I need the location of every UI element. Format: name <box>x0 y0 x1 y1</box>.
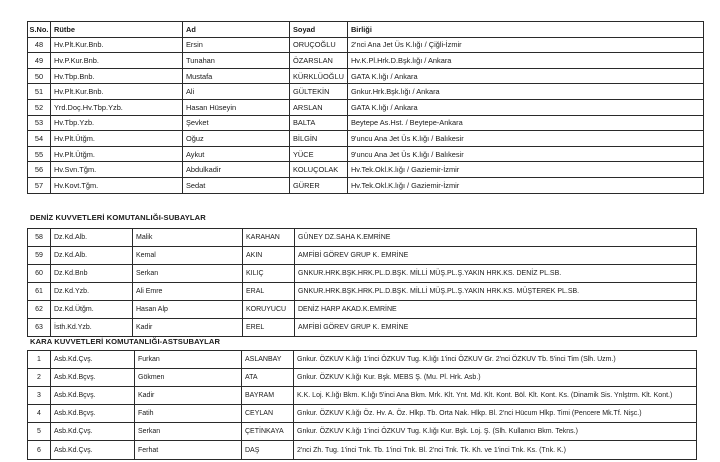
table-body <box>28 351 697 460</box>
cell-name: Oğuz <box>183 131 290 147</box>
cell-unit: AMFİBİ GÖREV GRUP K. EMRİNE <box>295 247 697 265</box>
cell-surname: ARSLAN <box>290 99 348 115</box>
table-row <box>28 84 704 100</box>
cell-surname: KOLUÇOLAK <box>290 162 348 178</box>
cell-unit: Gnkur.Hrk.Bşk.lığı / Ankara <box>347 84 703 100</box>
table-row <box>28 283 697 301</box>
cell-unit: Gnkur. ÖZKUV K.lığı Öz. Hv. A. Öz. Hlkp. Tb. Orta Nak. Hlkp. Bl. 2'nci Hücum Hlkp. Timi (Pencere Mk.Tf. Nişc.) <box>294 405 697 423</box>
cell-no: 51 <box>28 84 51 100</box>
cell-surname: KORUYUCU <box>243 301 295 319</box>
header-unit: Birliği <box>347 22 703 38</box>
cell-no: 50 <box>28 68 51 84</box>
cell-surname: GÜRER <box>290 177 348 193</box>
cell-no: 2 <box>28 369 51 387</box>
cell-rank: Dz.Kd.Alb. <box>51 229 133 247</box>
table-header-row <box>28 22 704 38</box>
cell-name: Ferhat <box>135 441 242 459</box>
officer-table-navy <box>27 228 697 337</box>
cell-rank: Hv.Plt.Kur.Bnb. <box>51 37 183 53</box>
cell-rank: Dz.Kd.Ütğm. <box>51 301 133 319</box>
table-row <box>28 68 704 84</box>
cell-unit: 9'uncu Ana Jet Üs K.lığı / Balıkesir <box>347 131 703 147</box>
cell-surname: ÇETİNKAYA <box>242 423 294 441</box>
cell-no: 53 <box>28 115 51 131</box>
cell-rank: Asb.Kd.Bçvş. <box>51 387 135 405</box>
header-name: Ad <box>183 22 290 38</box>
cell-rank: Hv.Svn.Tğm. <box>51 162 183 178</box>
cell-unit: 2'nci Ana Jet Üs K.lığı / Çiğli-İzmir <box>347 37 703 53</box>
cell-no: 4 <box>28 405 51 423</box>
table-row <box>28 146 704 162</box>
cell-name: Hasan Hüseyin <box>183 99 290 115</box>
cell-surname: BALTA <box>290 115 348 131</box>
cell-unit: Hv.Tek.Okl.K.lığı / Gaziemir-İzmir <box>347 162 703 178</box>
cell-name: Kadir <box>133 319 243 337</box>
cell-unit: Beytepe As.Hst. / Beytepe-Ankara <box>347 115 703 131</box>
cell-rank: Asb.Kd.Çvş. <box>51 441 135 459</box>
cell-surname: DAŞ <box>242 441 294 459</box>
cell-name: Furkan <box>135 351 242 369</box>
cell-unit: GNKUR.HRK.BŞK.HRK.PL.D.BŞK. MİLLİ MÜŞ.PL.Ş.YAKIN HRK.KS. DENİZ PL.SB. <box>295 265 697 283</box>
cell-name: Sedat <box>183 177 290 193</box>
table-body <box>28 229 697 337</box>
cell-unit: GNKUR.HRK.BŞK.HRK.PL.D.BŞK. MİLLİ MÜŞ.PL.Ş.YAKIN HRK.KS. MÜŞTEREK PL.SB. <box>295 283 697 301</box>
table-row <box>28 247 697 265</box>
cell-unit: 2'nci Zh. Tug. 1'inci Tnk. Tb. 1'inci Tnk. Bl. 2'nci Tnk. Tk. Kh. ve 1'inci Tnk. Ks. (Tnk. K.) <box>294 441 697 459</box>
header-no: S.No. <box>28 22 51 38</box>
cell-unit: GÜNEY DZ.SAHA K.EMRİNE <box>295 229 697 247</box>
cell-no: 6 <box>28 441 51 459</box>
table-row <box>28 265 697 283</box>
table-row <box>28 53 704 69</box>
cell-no: 57 <box>28 177 51 193</box>
cell-no: 56 <box>28 162 51 178</box>
cell-rank: Asb.Kd.Bçvş. <box>51 369 135 387</box>
cell-surname: BAYRAM <box>242 387 294 405</box>
cell-name: Mustafa <box>183 68 290 84</box>
cell-surname: KARAHAN <box>243 229 295 247</box>
table-row <box>28 37 704 53</box>
cell-name: Gökmen <box>135 369 242 387</box>
cell-surname: CEYLAN <box>242 405 294 423</box>
cell-rank: Asb.Kd.Çvş. <box>51 423 135 441</box>
cell-unit: DENİZ HARP AKAD.K.EMRİNE <box>295 301 697 319</box>
table-body <box>28 37 704 193</box>
officer-table-air-force <box>27 21 704 194</box>
cell-rank: Hv.Tbp.Yzb. <box>51 115 183 131</box>
cell-unit: GATA K.lığı / Ankara <box>347 99 703 115</box>
cell-surname: YÜCE <box>290 146 348 162</box>
table-row <box>28 387 697 405</box>
cell-surname: EREL <box>243 319 295 337</box>
cell-unit: Hv.Tek.Okl.K.lığı / Gaziemir-İzmir <box>347 177 703 193</box>
cell-rank: Hv.Kovt.Tğm. <box>51 177 183 193</box>
cell-surname: ORUÇOĞLU <box>290 37 348 53</box>
table-row <box>28 423 697 441</box>
cell-no: 1 <box>28 351 51 369</box>
cell-no: 49 <box>28 53 51 69</box>
cell-name: Kadir <box>135 387 242 405</box>
cell-unit: Gnkur. ÖZKUV K.lığı Kur. Bşk. MEBS Ş. (Mu. Pl. Hrk. Asb.) <box>294 369 697 387</box>
cell-rank: Hv.P.Kur.Bnb. <box>51 53 183 69</box>
cell-no: 59 <box>28 247 51 265</box>
cell-surname: ÖZARSLAN <box>290 53 348 69</box>
table-row <box>28 405 697 423</box>
cell-unit: GATA K.lığı / Ankara <box>347 68 703 84</box>
cell-name: Kemal <box>133 247 243 265</box>
cell-name: Aykut <box>183 146 290 162</box>
cell-unit: AMFİBİ GÖREV GRUP K. EMRİNE <box>295 319 697 337</box>
header-rank: Rütbe <box>51 22 183 38</box>
table-row <box>28 131 704 147</box>
cell-rank: Hv.Plt.Ütğm. <box>51 146 183 162</box>
cell-surname: AKIN <box>243 247 295 265</box>
cell-no: 63 <box>28 319 51 337</box>
table-row <box>28 99 704 115</box>
cell-no: 58 <box>28 229 51 247</box>
cell-rank: Dz.Kd.Bnb <box>51 265 133 283</box>
section-title-navy: DENİZ KUVVETLERİ KOMUTANLIĞI-SUBAYLAR <box>30 213 206 222</box>
cell-unit: Gnkur. ÖZKUV K.lığı 1'inci ÖZKUV Tug. K.lığı 1'inci ÖZKUV Gr. 2'nci ÖZKUV Tb. 5'inci Tim (Slh. Uzm.) <box>294 351 697 369</box>
table-row <box>28 177 704 193</box>
cell-name: Fatih <box>135 405 242 423</box>
table-row <box>28 369 697 387</box>
nco-table-army <box>27 350 697 460</box>
cell-rank: Hv.Plt.Kur.Bnb. <box>51 84 183 100</box>
cell-surname: KÜRKLÜOĞLU <box>290 68 348 84</box>
header-surname: Soyad <box>290 22 348 38</box>
cell-no: 60 <box>28 265 51 283</box>
cell-unit: Hv.K.Pl.Hrk.D.Bşk.lığı / Ankara <box>347 53 703 69</box>
cell-name: Malik <box>133 229 243 247</box>
cell-rank: Hv.Tbp.Bnb. <box>51 68 183 84</box>
cell-surname: BİLGİN <box>290 131 348 147</box>
cell-name: Ali <box>183 84 290 100</box>
cell-no: 3 <box>28 387 51 405</box>
table-row <box>28 441 697 459</box>
cell-name: Tunahan <box>183 53 290 69</box>
cell-rank: Asb.Kd.Bçvş. <box>51 405 135 423</box>
cell-no: 55 <box>28 146 51 162</box>
cell-surname: KILIÇ <box>243 265 295 283</box>
table-row <box>28 301 697 319</box>
table-row <box>28 229 697 247</box>
table-row <box>28 351 697 369</box>
cell-no: 61 <box>28 283 51 301</box>
cell-name: Abdulkadir <box>183 162 290 178</box>
cell-rank: Yrd.Doç.Hv.Tbp.Yzb. <box>51 99 183 115</box>
cell-name: Serkan <box>133 265 243 283</box>
cell-unit: 9'uncu Ana Jet Üs K.lığı / Balıkesir <box>347 146 703 162</box>
cell-surname: ASLANBAY <box>242 351 294 369</box>
section-title-army-nco: KARA KUVVETLERİ KOMUTANLIĞI-ASTSUBAYLAR <box>30 337 221 346</box>
cell-rank: Hv.Plt.Ütğm. <box>51 131 183 147</box>
cell-no: 52 <box>28 99 51 115</box>
cell-unit: Gnkur. ÖZKUV K.lığı 1'inci ÖZKUV Tug. K.lığı Kur. Bşk. Loj. Ş. (Slh. Kullanıcı Bkm. Tekns.) <box>294 423 697 441</box>
cell-name: Hasan Alp <box>133 301 243 319</box>
cell-no: 62 <box>28 301 51 319</box>
table-row <box>28 115 704 131</box>
cell-rank: Asb.Kd.Çvş. <box>51 351 135 369</box>
table-row <box>28 319 697 337</box>
cell-unit: K.K. Loj. K.lığı Bkm. K.lığı 5'inci Ana Bkm. Mrk. Klt. Ynt. Md. Klt. Kont. Böl. Klt. Kont. Ks. (Dinamik Sis. Ynlştrm. Klt. Kont.) <box>294 387 697 405</box>
cell-name: Serkan <box>135 423 242 441</box>
cell-rank: Dz.Kd.Alb. <box>51 247 133 265</box>
cell-no: 5 <box>28 423 51 441</box>
cell-rank: Dz.Kd.Yzb. <box>51 283 133 301</box>
cell-surname: ATA <box>242 369 294 387</box>
cell-no: 54 <box>28 131 51 147</box>
cell-no: 48 <box>28 37 51 53</box>
cell-name: Ersin <box>183 37 290 53</box>
cell-surname: ERAL <box>243 283 295 301</box>
table-row <box>28 162 704 178</box>
cell-name: Şevket <box>183 115 290 131</box>
cell-surname: GÜLTEKİN <box>290 84 348 100</box>
cell-rank: İsth.Kd.Yzb. <box>51 319 133 337</box>
cell-name: Ali Emre <box>133 283 243 301</box>
